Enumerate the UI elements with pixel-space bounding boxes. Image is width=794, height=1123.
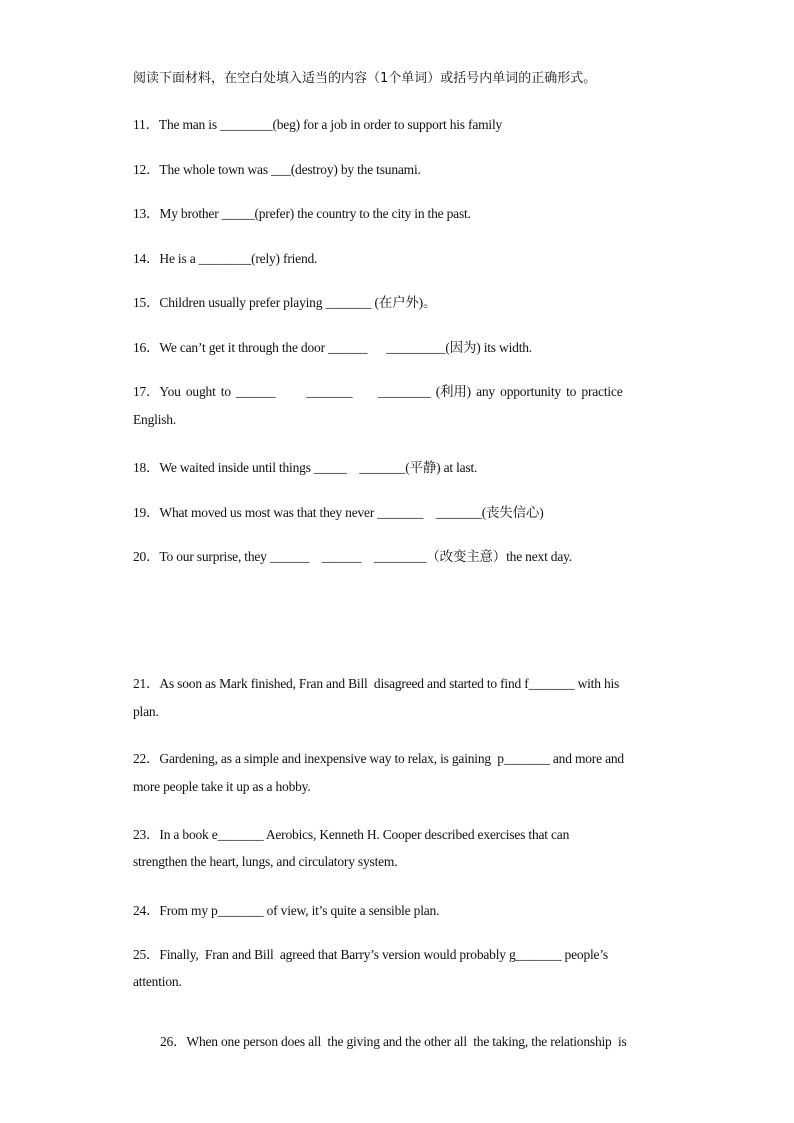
question-26: 26．When one person does all the giving and the other all the taking, the relationship is	[160, 1034, 627, 1049]
question-15: 15．Children usually prefer playing _______ (在户外)。	[133, 295, 437, 310]
question-17-line-2: English.	[133, 412, 177, 427]
question-14: 14．He is a ________(rely) friend.	[133, 251, 318, 266]
question-24: 24．From my p_______ of view, it’s quite a sensible plan.	[133, 903, 440, 918]
question-21-line-2: plan.	[133, 704, 159, 719]
question-19: 19．What moved us most was that they never _______ _______(丧失信心)	[133, 505, 544, 520]
question-23-line-1: 23．In a book e_______ Aerobics, Kenneth H. Cooper described exercises that can	[133, 827, 570, 842]
question-20: 20．To our surprise, they ______ ______ ________（改变主意）the next day.	[133, 549, 572, 564]
question-11: 11．The man is ________(beg) for a job in order to support his family	[133, 117, 503, 132]
instruction-text: 阅读下面材料，在空白处填入适当的内容（1个单词）或括号内单词的正确形式。	[133, 71, 597, 86]
question-21-line-1: 21．As soon as Mark finished, Fran and Bill disagreed and started to find f_______ with his	[133, 676, 620, 691]
question-16: 16．We can’t get it through the door ______ _________(因为) its width.	[133, 340, 532, 355]
question-17-line-1: 17．You ought to ______ _______ ________ (利用) any opportunity to practice	[133, 384, 623, 399]
question-23-line-2: strengthen the heart, lungs, and circulatory system.	[133, 854, 398, 869]
question-25-line-1: 25．Finally, Fran and Bill agreed that Barry’s version would probably g_______ people’s	[133, 947, 608, 962]
question-22-line-1: 22．Gardening, as a simple and inexpensive way to relax, is gaining p_______ and more and	[133, 751, 624, 766]
question-18: 18．We waited inside until things _____ _______(平静) at last.	[133, 460, 478, 475]
question-25-line-2: attention.	[133, 974, 182, 989]
question-13: 13．My brother _____(prefer) the country to the city in the past.	[133, 206, 471, 221]
question-12: 12．The whole town was ___(destroy) by the tsunami.	[133, 162, 421, 177]
question-22-line-2: more people take it up as a hobby.	[133, 779, 311, 794]
